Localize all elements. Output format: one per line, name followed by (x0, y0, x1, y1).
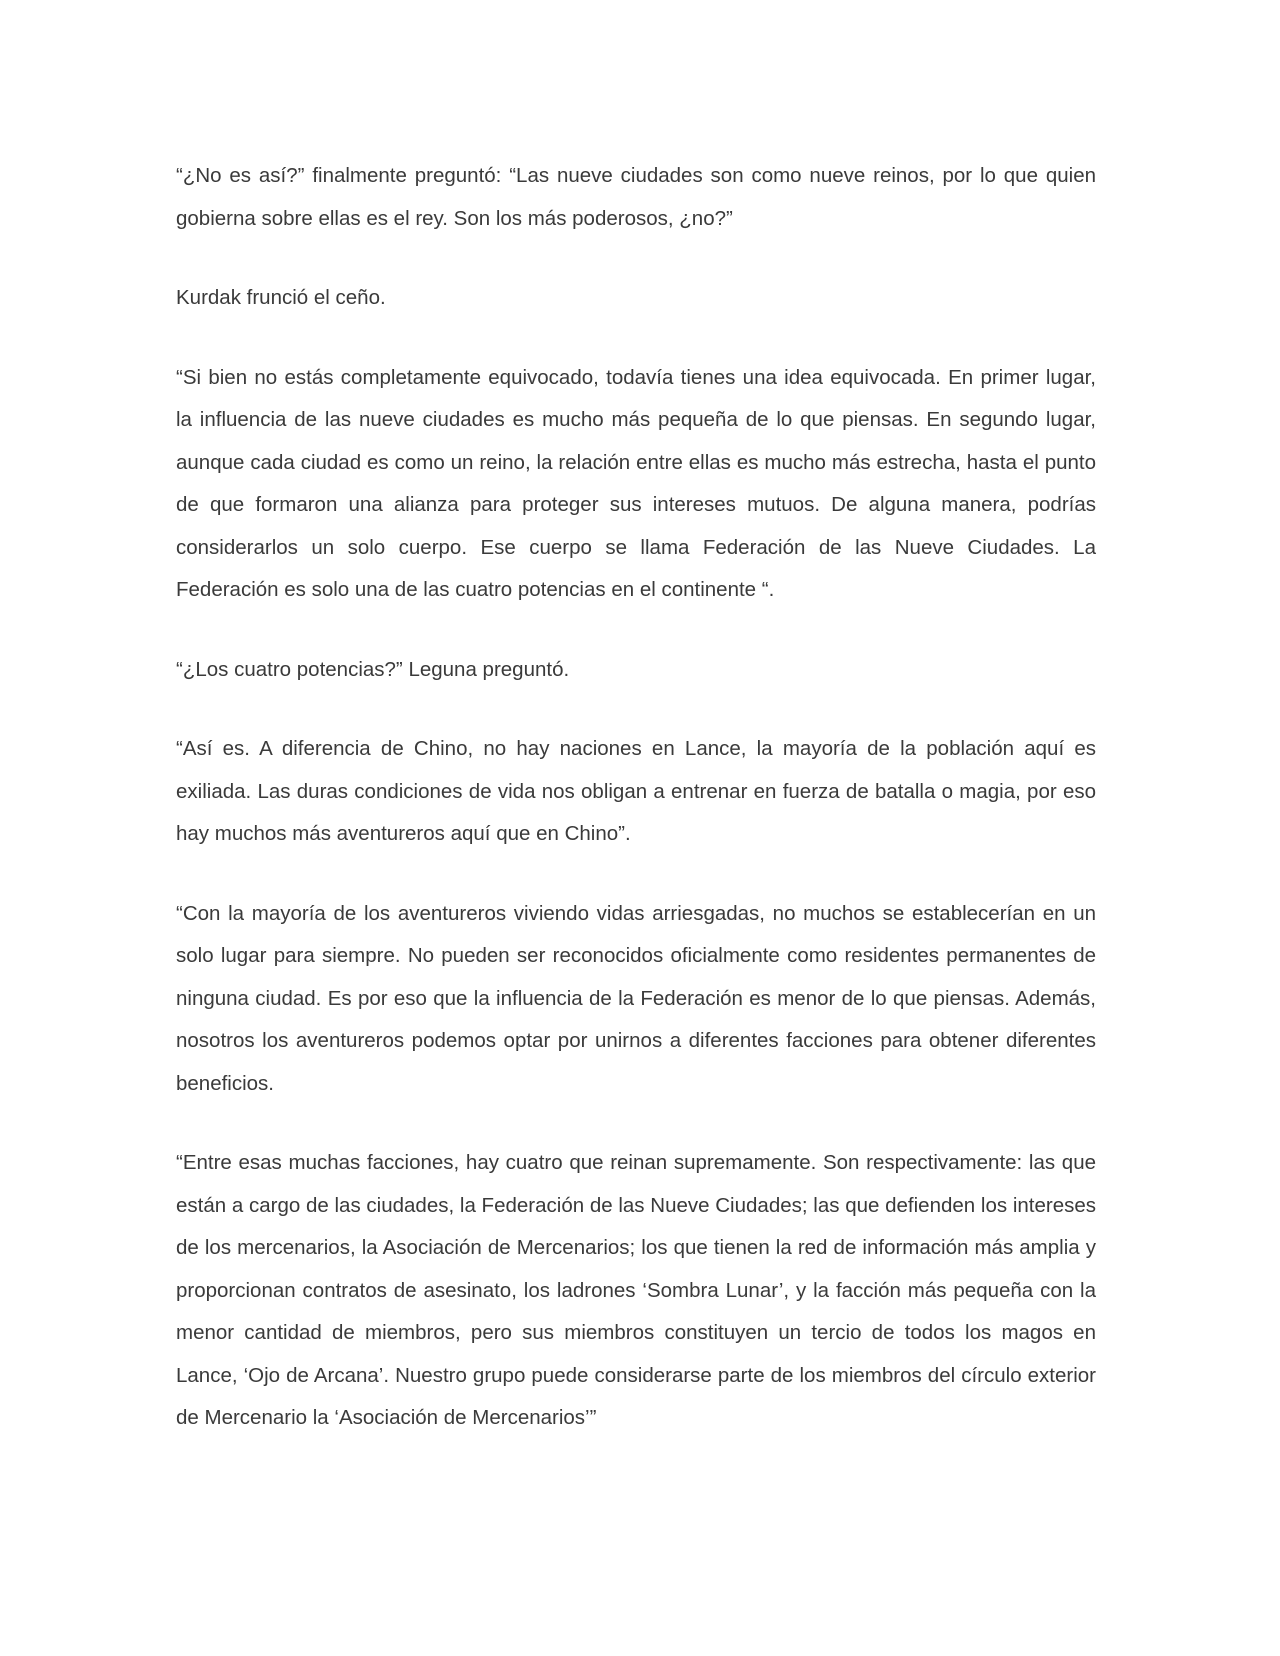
paragraph-3: “Si bien no estás completamente equivocado, todavía tienes una idea equivocada. En primer lugar, la influencia de las nueve ciudades es mucho más pequeña de lo que piensas. En segundo lugar, aunque cada ciudad es como un reino, la relación entre ellas es mucho más estrecha, hasta el punto de que formaron una alianza para proteger sus intereses mutuos. De alguna manera, podrías considerarlos un solo cuerpo. Ese cuerpo se llama Federación de las Nueve Ciudades. La Federación es solo una de las cuatro potencias en el continente “. (176, 365, 1096, 601)
paragraph-1: “¿No es así?” finalmente preguntó: “Las nueve ciudades son como nueve reinos, por lo que quien gobierna sobre ellas es el rey. Son los más poderosos, ¿no?” (176, 164, 1096, 230)
paragraph-4: “¿Los cuatro potencias?” Leguna preguntó. (176, 657, 570, 681)
paragraph-7: “Entre esas muchas facciones, hay cuatro que reinan supremamente. Son respectivamente: las que están a cargo de las ciudades, la Federación de las Nueve Ciudades; las que defienden los intereses de los mercenarios, la Asociación de Mercenarios; los que tienen la red de información más amplia y proporcionan contratos de asesinato, los ladrones ‘Sombra Lunar’, y la facción más pequeña con la menor cantidad de miembros, pero sus miembros constituyen un tercio de todos los magos en Lance, ‘Ojo de Arcana’. Nuestro grupo puede considerarse parte de los miembros del círculo exterior de Mercenario la ‘Asociación de Mercenarios’” (176, 1151, 1096, 1429)
paragraph-5: “Así es. A diferencia de Chino, no hay naciones en Lance, la mayoría de la población aquí es exiliada. Las duras condiciones de vida nos obligan a entrenar en fuerza de batalla o magia, por eso hay muchos más aventureros aquí que en Chino”. (176, 737, 1096, 845)
paragraph-2: Kurdak frunció el ceño. (176, 286, 386, 309)
paragraph-6: “Con la mayoría de los aventureros viviendo vidas arriesgadas, no muchos se establecerían en un solo lugar para siempre. No pueden ser reconocidos oficialmente como residentes permanentes de ninguna ciudad. Es por eso que la influencia de la Federación es menor de lo que piensas. Además, nosotros los aventureros podemos optar por unirnos a diferentes facciones para obtener diferentes beneficios. (176, 901, 1096, 1095)
document-body (176, 155, 1096, 1440)
